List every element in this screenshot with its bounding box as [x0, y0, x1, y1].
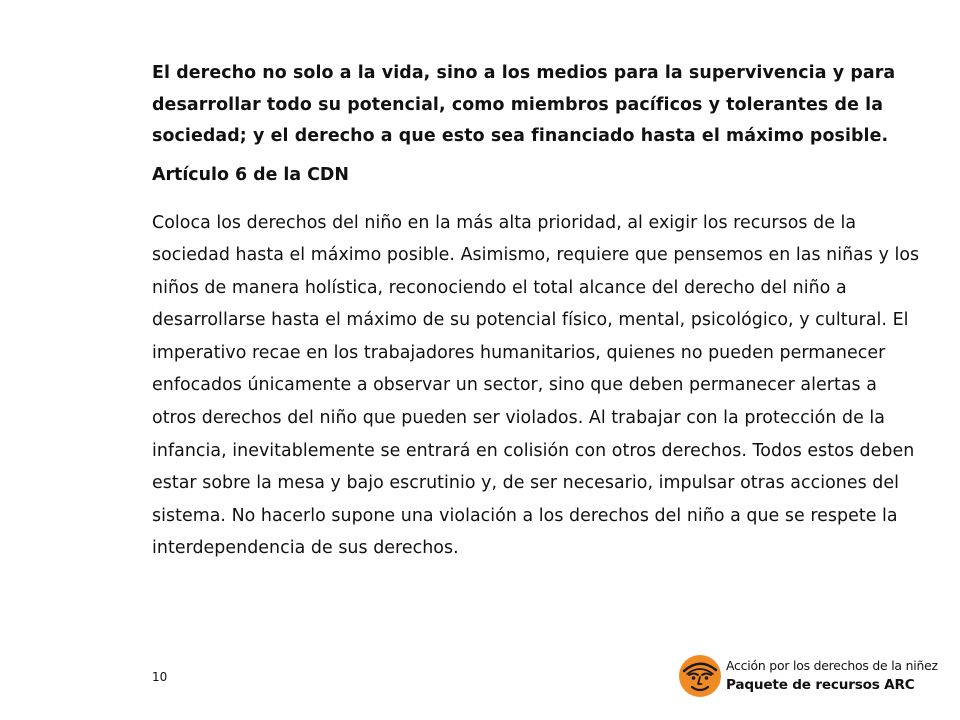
- logo-title: Acción por los derechos de la niñez: [726, 658, 938, 673]
- main-content: [152, 58, 922, 565]
- page-number: 10: [152, 670, 168, 684]
- quote-heading: El derecho no solo a la vida, sino a los medios para la supervivencia y para desarrollar todo su potencial, como miembros pacíficos y tolerantes de la sociedad; y el derecho a que esto sea financiado hasta el máximo posible.: [152, 63, 896, 146]
- arc-face-logo-icon: [678, 654, 722, 698]
- article-reference: Artículo 6 de la CDN: [152, 164, 349, 185]
- arc-logo: [678, 654, 938, 702]
- logo-subtitle: Paquete de recursos ARC: [726, 677, 915, 693]
- body-paragraph: Coloca los derechos del niño en la más alta prioridad, al exigir los recursos de la sociedad hasta el máximo posible. Asimismo, requiere que pensemos en las niñas y los niños de manera holística, reconociendo el total alcance del derecho del niño a desarrollarse hasta el máximo de su potencial físico, mental, psicológico, y cultural. El imperativo recae en los trabajadores humanitarios, quienes no pueden permanecer enfocados únicamente a observar un sector, sino que deben permanecer alertas a otros derechos del niño que pueden ser violados. Al trabajar con la protección de la infancia, inevitablemente se entrará en colisión con otros derechos. Todos estos deben estar sobre la mesa y bajo escrutinio y, de ser necesario, impulsar otras acciones del sistema. No hacerlo supone una violación a los derechos del niño a que se respete la interdependencia de sus derechos.: [152, 212, 920, 559]
